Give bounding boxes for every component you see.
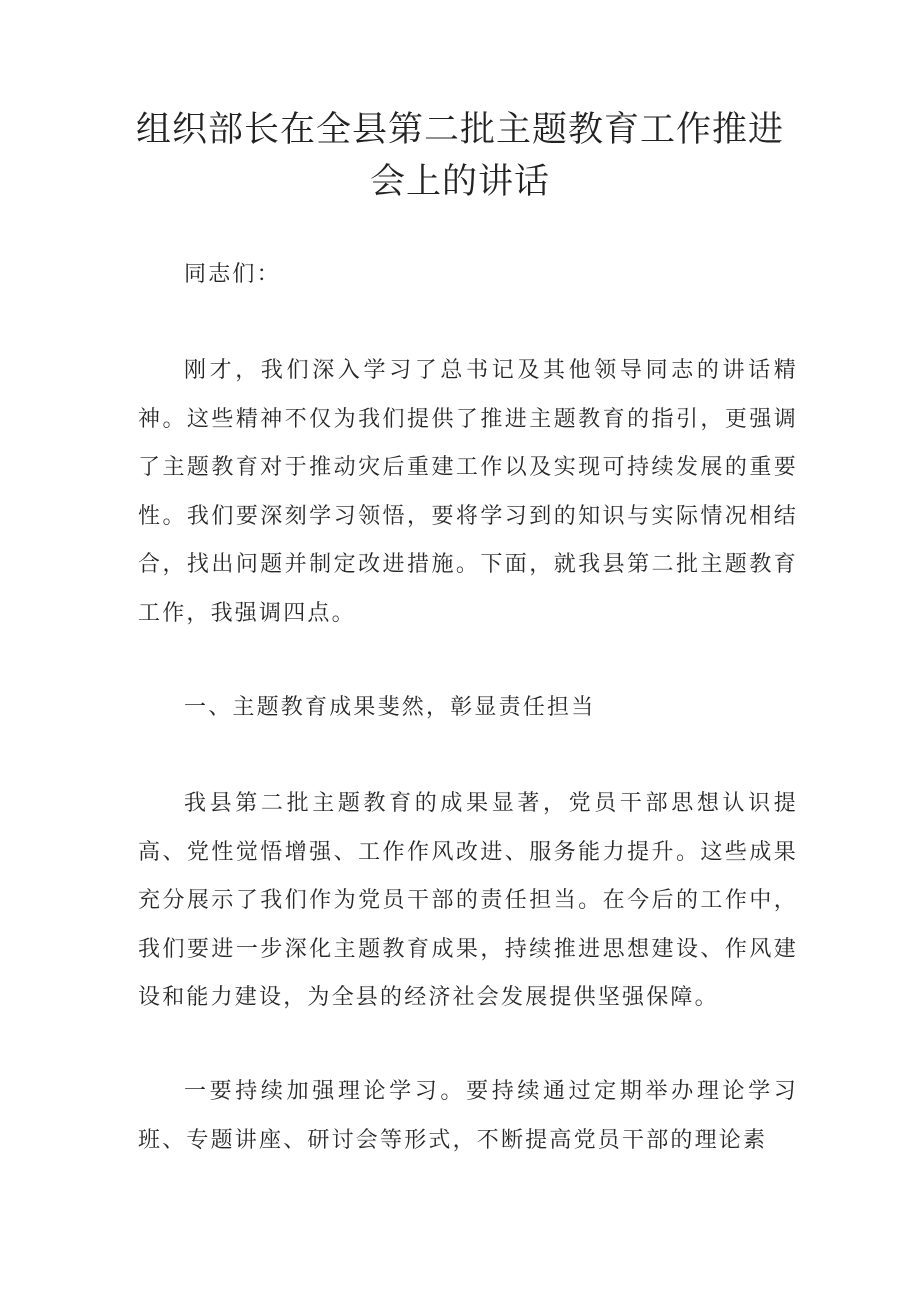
document-title-line-1: 组织部长在全县第二批主题教育工作推进 [135, 110, 784, 150]
section-1-heading: 一、主题教育成果斐然，彰显责任担当 [184, 695, 596, 720]
intro-paragraph: 刚才，我们深入学习了总书记及其他领导同志的讲话精神。这些精神不仅为我们提供了推进主题教育的指引，更强调了主题教育对于推动灾后重建工作以及实现可持续发展的重要性。我们要深刻学习领悟，要将学习到的知识与实际情况相结合，找出问题并制定改进措施。下面，就我县第二批主题教育工作，我强调四点。 [138, 358, 798, 626]
point-1-paragraph: 一要持续加强理论学习。要持续通过定期举办理论学习班、专题讲座、研讨会等形式，不断提高党员干部的理论素 [138, 1079, 798, 1153]
section-1-body-paragraph: 我县第二批主题教育的成果显著，党员干部思想认识提高、党性觉悟增强、工作作风改进、服务能力提升。这些成果充分展示了我们作为党员干部的责任担当。在今后的工作中，我们要进一步深化主题教育成果，持续推进思想建设、作风建设和能力建设，为全县的经济社会发展提供坚强保障。 [138, 791, 798, 1011]
document-title-line-2: 会上的讲话 [369, 162, 550, 202]
greeting-paragraph: 同志们： [184, 262, 281, 287]
